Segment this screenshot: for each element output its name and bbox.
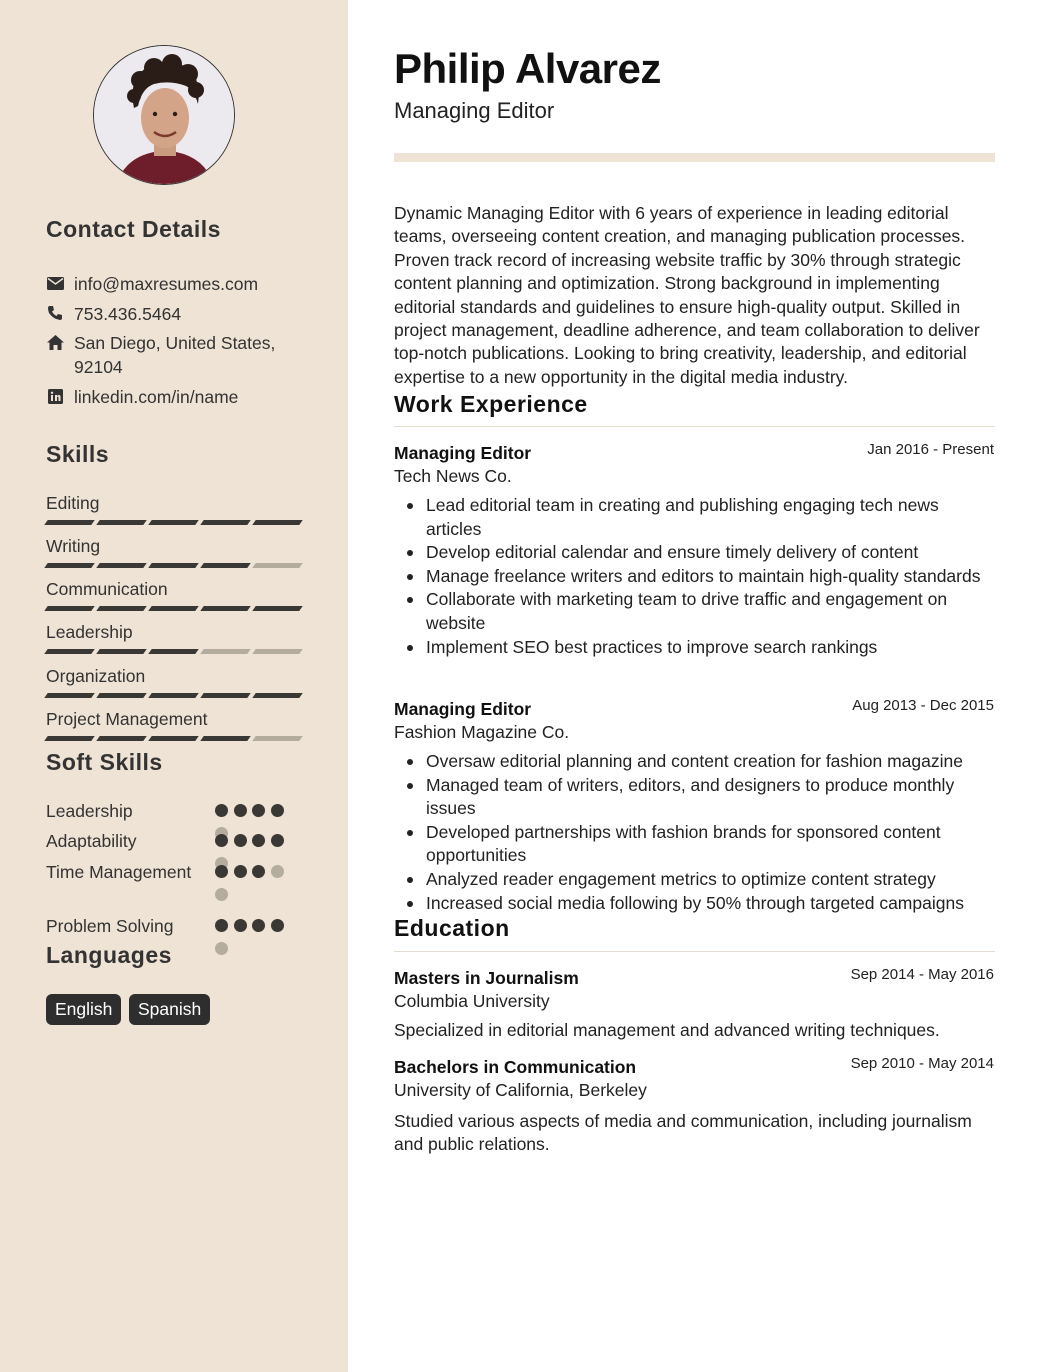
skill-level-segment (44, 563, 95, 568)
education-heading: Education (394, 915, 510, 941)
skill-level-segment (200, 736, 251, 741)
linkedin-icon (46, 387, 64, 405)
rating-dot (234, 804, 247, 817)
edu-1-dates: Sep 2014 - May 2016 (850, 966, 994, 983)
soft-skill-item (46, 860, 306, 884)
skill-level-segment (44, 520, 95, 525)
job-1-bullets (394, 494, 995, 659)
skill-level-segment (200, 649, 251, 654)
soft-skills-heading: Soft Skills (46, 749, 163, 775)
soft-skill-rating (215, 919, 295, 933)
skill-level-segment (252, 736, 303, 741)
skill-level-segment (200, 606, 251, 611)
soft-skill-rating (215, 834, 295, 848)
skill-level-segment (200, 520, 251, 525)
list-item: Developed partnerships with fashion brands for sponsored content opportunities (394, 821, 995, 868)
rating-dot (271, 804, 284, 817)
job-1-title: Managing Editor (394, 443, 532, 463)
rating-dot (271, 834, 284, 847)
rating-dot (271, 919, 284, 932)
accent-divider (394, 153, 995, 162)
skill-level-bar (46, 520, 302, 525)
location-text: San Diego, United States, 92104 (74, 333, 276, 377)
contact-linkedin[interactable] (46, 385, 238, 409)
contact-location (46, 331, 296, 379)
list-item: Collaborate with marketing team to drive traffic and engagement on website (394, 588, 995, 635)
skill-level-segment (252, 693, 303, 698)
contact-phone[interactable] (46, 302, 181, 326)
skills-heading: Skills (46, 441, 110, 467)
rating-dot (252, 804, 265, 817)
skill-level-segment (148, 736, 199, 741)
skill-label: Project Management (46, 709, 208, 729)
skill-label: Editing (46, 493, 100, 513)
rating-dot (215, 919, 228, 932)
skill-level-segment (252, 649, 303, 654)
skill-level-segment (44, 693, 95, 698)
phone-icon (46, 304, 64, 322)
phone-text: 753.436.5464 (74, 304, 182, 324)
home-icon (46, 333, 64, 351)
rating-dot (215, 942, 228, 955)
linkedin-text: linkedin.com/in/name (74, 387, 239, 407)
profile-summary: Dynamic Managing Editor with 6 years of experience in leading editorial teams, overseeing content creation, and managing publication processes. Proven track record of increasing website traffic by 30% through strategic content planning and optimization. Strong background in implementing editorial standards and guidelines to ensure high-quality output. Skilled in project management, deadline adherence, and team collaboration to deliver top-notch publications. Looking to bring creativity, leadership, and editorial expertise to a new opportunity in the digital media industry. (394, 203, 980, 387)
rating-dot (215, 834, 228, 847)
job-1-dates: Jan 2016 - Present (867, 441, 994, 458)
skill-level-segment (148, 693, 199, 698)
soft-skill-label: Problem Solving (46, 916, 174, 936)
list-item: Develop editorial calendar and ensure timely delivery of content (394, 541, 995, 565)
rating-dot (234, 919, 247, 932)
skill-label: Leadership (46, 622, 133, 642)
job-2-bullets (394, 750, 995, 915)
skill-level-segment (200, 693, 251, 698)
skill-level-segment (148, 649, 199, 654)
skill-level-bar (46, 736, 302, 741)
skill-item (46, 621, 302, 654)
contact-email[interactable] (46, 272, 258, 296)
list-item: Increased social media following by 50% through targeted campaigns (394, 892, 995, 916)
skill-level-segment (96, 649, 147, 654)
skill-level-segment (252, 520, 303, 525)
rating-dot (252, 919, 265, 932)
edu-1-description: Specialized in editorial management and advanced writing techniques. (394, 1020, 940, 1040)
skill-label: Writing (46, 536, 101, 556)
skill-label: Organization (46, 666, 146, 686)
sidebar (0, 0, 348, 1372)
skill-level-segment (96, 736, 147, 741)
soft-skill-label: Adaptability (46, 831, 137, 851)
language-badge: English (46, 994, 121, 1025)
candidate-title: Managing Editor (394, 98, 555, 123)
skill-level-segment (96, 563, 147, 568)
edu-2-description: Studied various aspects of media and communication, including journalism and public relations. (394, 1111, 972, 1155)
skill-level-segment (148, 520, 199, 525)
soft-skill-rating (215, 804, 295, 818)
skill-item (46, 665, 302, 698)
skill-level-segment (200, 563, 251, 568)
edu-1-school: Columbia University (394, 991, 550, 1011)
skill-level-segment (44, 606, 95, 611)
skill-level-segment (252, 563, 303, 568)
list-item: Manage freelance writers and editors to maintain high-quality standards (394, 565, 995, 589)
soft-skill-label: Time Management (46, 862, 192, 882)
skill-level-bar (46, 606, 302, 611)
job-2-company: Fashion Magazine Co. (394, 722, 570, 742)
soft-skill-label: Leadership (46, 801, 133, 821)
skill-level-segment (252, 606, 303, 611)
skill-item (46, 578, 302, 611)
skill-level-bar (46, 693, 302, 698)
skill-item (46, 492, 302, 525)
skill-level-segment (44, 649, 95, 654)
rating-dot (271, 865, 284, 878)
rating-dot (252, 865, 265, 878)
skill-level-bar (46, 563, 302, 568)
rating-dot (215, 865, 228, 878)
rating-dot (215, 804, 228, 817)
edu-1-degree: Masters in Journalism (394, 968, 579, 988)
job-1-company: Tech News Co. (394, 466, 512, 486)
list-item: Implement SEO best practices to improve search rankings (394, 636, 995, 660)
job-2-dates: Aug 2013 - Dec 2015 (852, 697, 994, 714)
envelope-icon (46, 274, 64, 292)
skill-level-bar (46, 649, 302, 654)
list-item: Oversaw editorial planning and content creation for fashion magazine (394, 750, 995, 774)
email-text: info@maxresumes.com (74, 274, 259, 294)
education-rule (394, 951, 995, 952)
rating-dot (234, 834, 247, 847)
soft-skill-rating (215, 865, 295, 879)
soft-skill-item (46, 914, 306, 938)
work-rule (394, 426, 995, 427)
main-content (348, 0, 1040, 1372)
list-item: Lead editorial team in creating and publishing engaging tech news articles (394, 494, 995, 541)
list-item: Managed team of writers, editors, and designers to produce monthly issues (394, 774, 995, 821)
skill-item (46, 535, 302, 568)
languages-heading: Languages (46, 942, 172, 968)
list-item: Analyzed reader engagement metrics to optimize content strategy (394, 868, 995, 892)
skill-level-segment (96, 520, 147, 525)
skill-level-segment (148, 563, 199, 568)
language-badge: Spanish (129, 994, 210, 1025)
rating-dot (215, 888, 228, 901)
skill-level-segment (96, 693, 147, 698)
skill-level-segment (96, 606, 147, 611)
rating-dot (252, 834, 265, 847)
contact-heading: Contact Details (46, 216, 221, 242)
soft-skill-item (46, 829, 306, 853)
soft-skill-item (46, 799, 306, 823)
work-heading: Work Experience (394, 391, 588, 417)
skill-label: Communication (46, 579, 168, 599)
avatar (93, 45, 235, 185)
skill-level-segment (148, 606, 199, 611)
edu-2-school: University of California, Berkeley (394, 1080, 647, 1100)
edu-2-degree: Bachelors in Communication (394, 1057, 637, 1077)
skill-item (46, 708, 302, 741)
job-2-title: Managing Editor (394, 699, 532, 719)
edu-2-dates: Sep 2010 - May 2014 (850, 1055, 994, 1072)
rating-dot (234, 865, 247, 878)
candidate-name: Philip Alvarez (394, 45, 661, 92)
skill-level-segment (44, 736, 95, 741)
